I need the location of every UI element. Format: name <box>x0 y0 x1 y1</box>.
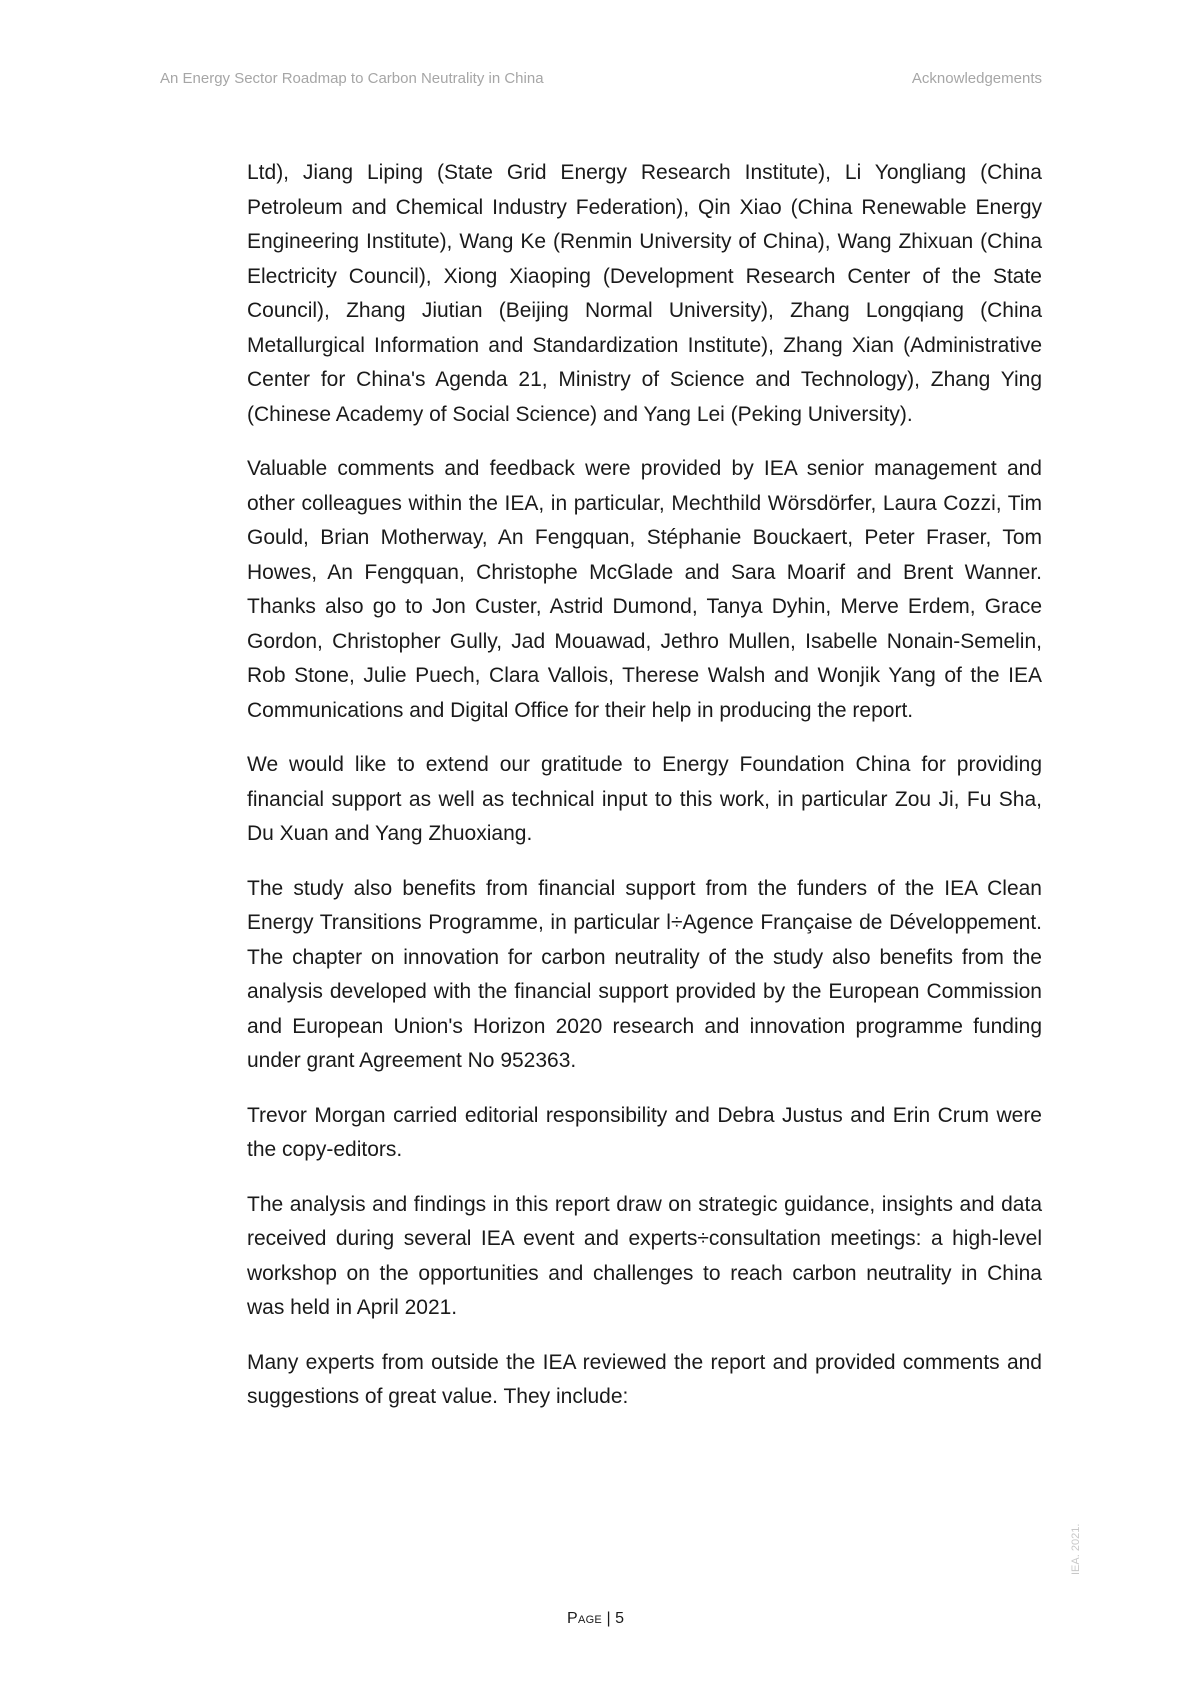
paragraph: The study also benefits from financial support from the funders of the IEA Clean Energy Transitions Programme, in particular l÷Agence Française de Développement. The chapter on innovation for carbon neutrality of the study also benefits from the analysis developed with the financial support provided by the European Commission and European Union's Horizon 2020 research and innovation programme funding under grant Agreement No 952363. <box>247 876 1042 1072</box>
report-title: An Energy Sector Roadmap to Carbon Neutrality in China <box>160 70 544 87</box>
paragraph: We would like to extend our gratitude to Energy Foundation China for providing financial support as well as technical input to this work, in particular Zou Ji, Fu Sha, Du Xuan and Yang Zhuoxiang. <box>247 753 1042 845</box>
paragraph: Ltd), Jiang Liping (State Grid Energy Research Institute), Li Yongliang (China Petroleum and Chemical Industry Federation), Qin Xiao (China Renewable Energy Engineering Institute), Wang Ke (Renmin University of China), Wang Zhixuan (China Electricity Council), Xiong Xiaoping (Development Research Center of the State Council), Zhang Jiutian (Beijing Normal University), Zhang Longqiang (China Metallurgical Information and Standardization Institute), Zhang Xian (Administrative Center for China's Agenda 21, Ministry of Science and Technology), Zhang Ying (Chinese Academy of Social Science) and Yang Lei (Peking University). <box>247 161 1042 426</box>
paragraph: Valuable comments and feedback were provided by IEA senior management and other colleagues within the IEA, in particular, Mechthild Wörsdörfer, Laura Cozzi, Tim Gould, Brian Motherway, An Fengquan, Stéphanie Bouckaert, Peter Fraser, Tom Howes, An Fengquan, Christophe McGlade and Sara Moarif and Brent Wanner. Thanks also go to Jon Custer, Astrid Dumond, Tanya Dyhin, Merve Erdem, Grace Gordon, Christopher Gully, Jad Mouawad, Jethro Mullen, Isabelle Nonain-Semelin, Rob Stone, Julie Puech, Clara Vallois, Therese Walsh and Wonjik Yang of the IEA Communications and Digital Office for their help in producing the report. <box>247 457 1042 722</box>
paragraph: Many experts from outside the IEA reviewed the report and provided comments and suggestions of great value. They include: <box>247 1350 1042 1408</box>
running-header <box>160 70 1042 87</box>
section-title: Acknowledgements <box>911 70 1042 87</box>
page-footer <box>0 1610 1191 1628</box>
paragraph: Trevor Morgan carried editorial responsibility and Debra Justus and Erin Crum were the copy-editors. <box>247 1103 1042 1161</box>
paragraph: The analysis and findings in this report draw on strategic guidance, insights and data received during several IEA event and experts÷consultation meetings: a high-level workshop on the opportunities and challenges to reach carbon neutrality in China was held in April 2021. <box>247 1192 1042 1319</box>
body-text <box>247 156 1042 1435</box>
page-separator: | <box>602 1610 616 1627</box>
page-label: Page <box>566 1610 603 1627</box>
copyright-watermark: IEA. 2021. <box>1070 1523 1082 1575</box>
page-number: 5 <box>615 1610 625 1627</box>
